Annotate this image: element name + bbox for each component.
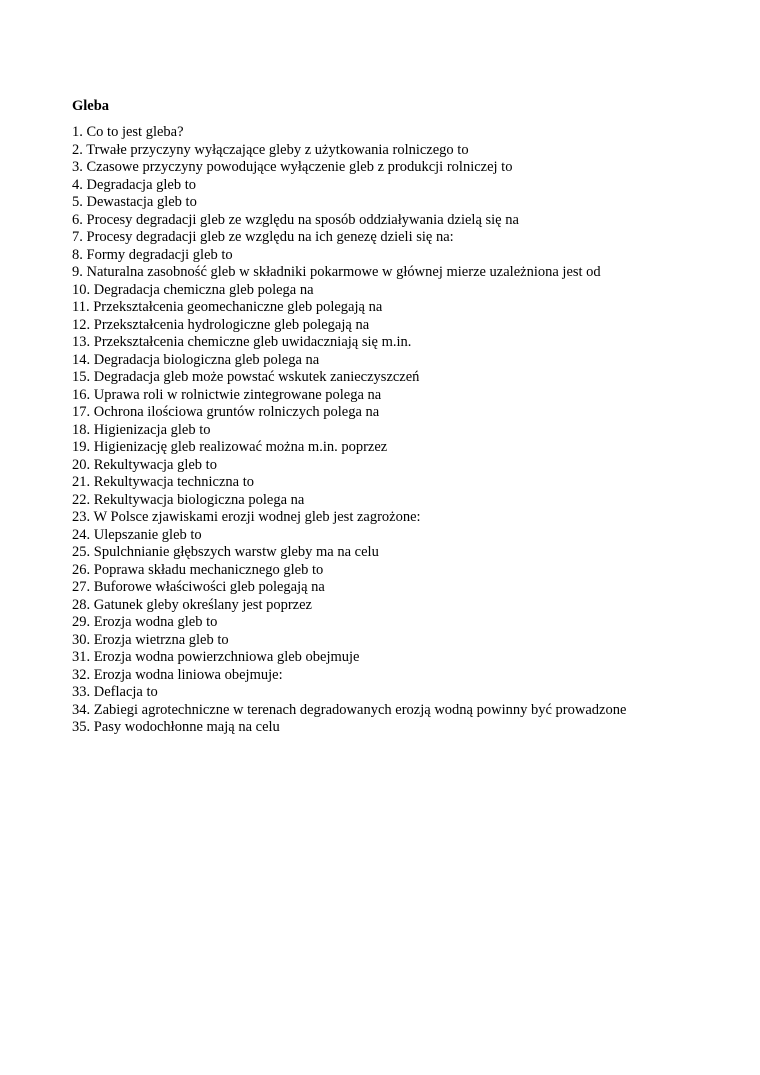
question-item: 35. Pasy wodochłonne mają na celu xyxy=(72,719,280,735)
document-content xyxy=(72,97,712,737)
question-item: 2. Trwałe przyczyny wyłączające gleby z użytkowania rolniczego to xyxy=(72,141,469,158)
question-item: 1. Co to jest gleba? xyxy=(72,124,184,140)
question-item: 25. Spulchnianie głębszych warstw gleby ma na celu xyxy=(72,544,379,560)
question-item: 17. Ochrona ilościowa gruntów rolniczych polega na xyxy=(72,404,380,420)
question-item: 19. Higienizację gleb realizować można m.in. poprzez xyxy=(72,439,388,455)
question-list xyxy=(72,124,712,737)
question-item: 18. Higienizacja gleb to xyxy=(72,421,211,438)
question-item: 23. W Polsce zjawiskami erozji wodnej gleb jest zagrożone: xyxy=(72,509,421,525)
question-item: 14. Degradacja biologiczna gleb polega na xyxy=(72,351,320,368)
question-item: 32. Erozja wodna liniowa obejmuje: xyxy=(72,666,283,683)
question-item: 34. Zabiegi agrotechniczne w terenach degradowanych erozją wodną powinny być prowadzone xyxy=(72,701,627,718)
question-item: 33. Deflacja to xyxy=(72,684,158,700)
question-item: 6. Procesy degradacji gleb ze względu na sposób oddziaływania dzielą się na xyxy=(72,211,519,228)
question-item: 13. Przekształcenia chemiczne gleb uwidaczniają się m.in. xyxy=(72,334,412,350)
question-item: 11. Przekształcenia geomechaniczne gleb polegają na xyxy=(72,299,383,315)
question-item: 4. Degradacja gleb to xyxy=(72,176,197,193)
question-item: 10. Degradacja chemiczna gleb polega na xyxy=(72,281,314,298)
question-item: 21. Rekultywacja techniczna to xyxy=(72,474,254,490)
question-item: 15. Degradacja gleb może powstać wskutek zanieczyszczeń xyxy=(72,369,420,385)
question-item: 26. Poprawa składu mechanicznego gleb to xyxy=(72,561,324,578)
question-item: 31. Erozja wodna powierzchniowa gleb obejmuje xyxy=(72,649,360,665)
question-item: 29. Erozja wodna gleb to xyxy=(72,614,218,630)
question-item: 3. Czasowe przyczyny powodujące wyłączenie gleb z produkcji rolniczej to xyxy=(72,159,513,175)
question-item: 20. Rekultywacja gleb to xyxy=(72,456,217,473)
document-title: Gleba xyxy=(72,98,110,114)
question-item: 7. Procesy degradacji gleb ze względu na ich genezę dzieli się na: xyxy=(72,229,454,245)
question-item: 28. Gatunek gleby określany jest poprzez xyxy=(72,596,312,613)
question-item: 30. Erozja wietrzna gleb to xyxy=(72,631,229,648)
question-item: 5. Dewastacja gleb to xyxy=(72,194,197,210)
question-item: 27. Buforowe właściwości gleb polegają na xyxy=(72,579,325,595)
question-item: 12. Przekształcenia hydrologiczne gleb polegają na xyxy=(72,316,370,333)
question-item: 8. Formy degradacji gleb to xyxy=(72,246,233,263)
question-item: 24. Ulepszanie gleb to xyxy=(72,526,202,543)
question-item: 16. Uprawa roli w rolnictwie zintegrowane polega na xyxy=(72,386,382,403)
question-item: 22. Rekultywacja biologiczna polega na xyxy=(72,491,305,508)
question-item: 9. Naturalna zasobność gleb w składniki pokarmowe w głównej mierze uzależniona jest od xyxy=(72,264,601,280)
